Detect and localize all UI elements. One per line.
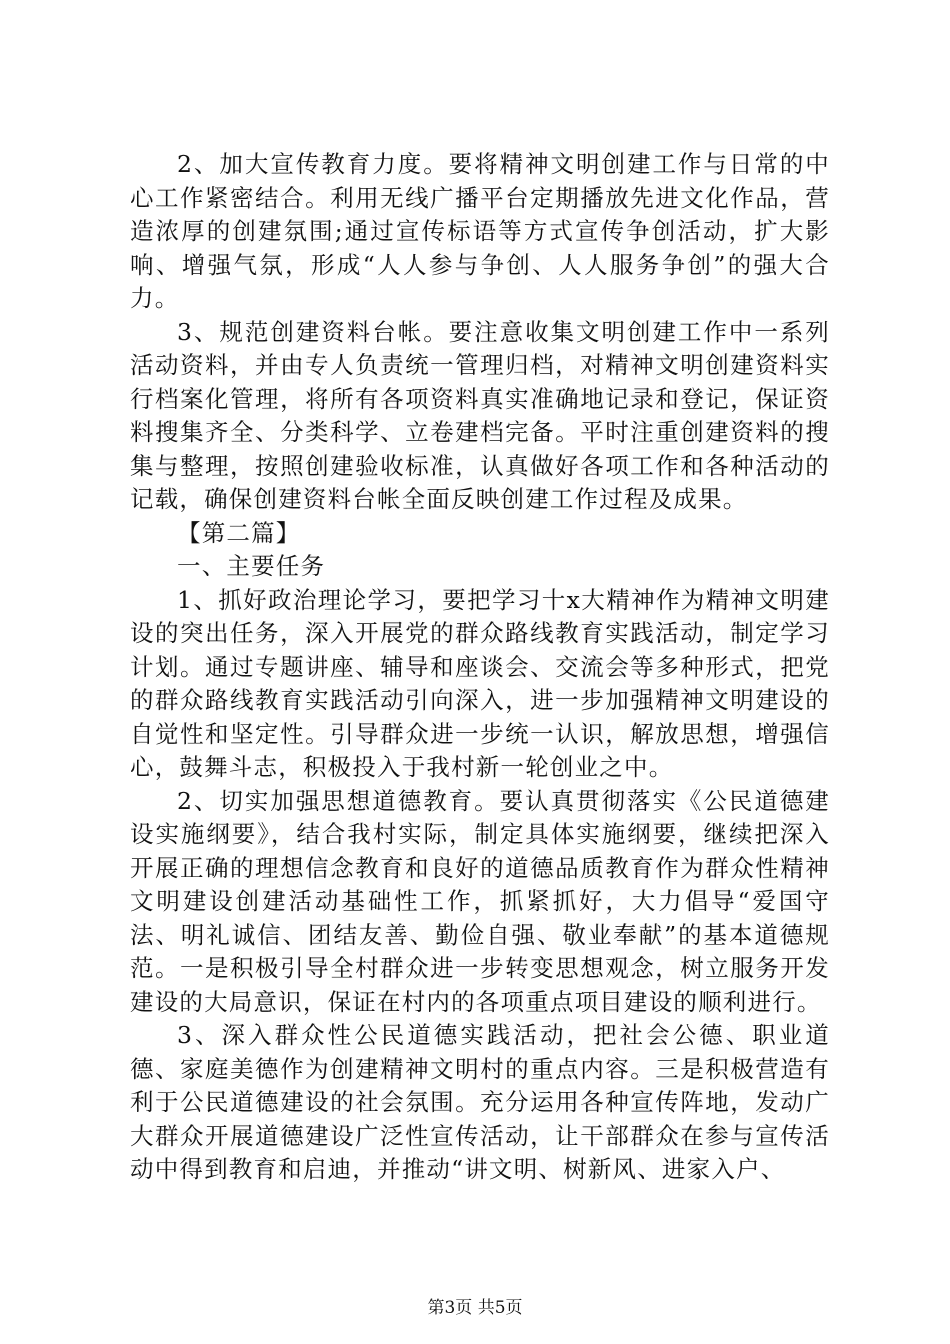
paragraph-moral-education: 2、切实加强思想道德教育。要认真贯彻落实《公民道德建设实施纲要》，结合我村实际，制定具体实施纲要，继续把深入开展正确的理想信念教育和良好的道德品质教育作为群众性精神文明建设创建活动基础性工作，抓紧抓好，大力倡导“爱国守法、明礼诚信、团结友善、勤俭自强、敬业奉献”的基本道德规范。一是积极引导全村群众进一步转变思想观念，树立服务开发建设的大局意识，保证在村内的各项重点项目建设的顺利进行。 [130, 786, 830, 1016]
section-heading-main-tasks: 一、主要任务 [177, 552, 326, 580]
page-number-footer: 第3页 共5页 [427, 1298, 523, 1318]
section-heading-part-two: 【第二篇】 [177, 518, 301, 547]
paragraph-publicity-education: 2、加大宣传教育力度。要将精神文明创建工作与日常的中心工作紧密结合。利用无线广播平台定期播放先进文化作品，营造浓厚的创建氛围;通过宣传标语等方式宣传争创活动，扩大影响、增强气氛，形成“人人参与争创、人人服务争创”的强大合力。 [130, 150, 830, 312]
paragraph-archive-records: 3、规范创建资料台帐。要注意收集文明创建工作中一系列活动资料，并由专人负责统一管理归档，对精神文明创建资料实行档案化管理，将所有各项资料真实准确地记录和登记，保证资料搜集齐全、分类科学、立卷建档完备。平时注重创建资料的搜集与整理，按照创建验收标准，认真做好各项工作和各种活动的记载，确保创建资料台帐全面反映创建工作过程及成果。 [130, 317, 830, 513]
document-body [130, 148, 830, 1187]
paragraph-political-study: 1、抓好政治理论学习，要把学习十x大精神作为精神文明建设的突出任务，深入开展党的群众路线教育实践活动，制定学习计划。通过专题讲座、辅导和座谈会、交流会等多种形式，把党的群众路线教育实践活动引向深入，进一步加强精神文明建设的自觉性和坚定性。引导群众进一步统一认识，解放思想，增强信心，鼓舞斗志，积极投入于我村新一轮创业之中。 [130, 585, 830, 781]
paragraph-moral-practice: 3、深入群众性公民道德实践活动，把社会公德、职业道德、家庭美德作为创建精神文明村的重点内容。三是积极营造有利于公民道德建设的社会氛围。充分运用各种宣传阵地，发动广大群众开展道德建设广泛性宣传活动，让干部群众在参与宣传活动中得到教育和启迪，并推动“讲文明、树新风、进家入户、 [130, 1021, 830, 1183]
